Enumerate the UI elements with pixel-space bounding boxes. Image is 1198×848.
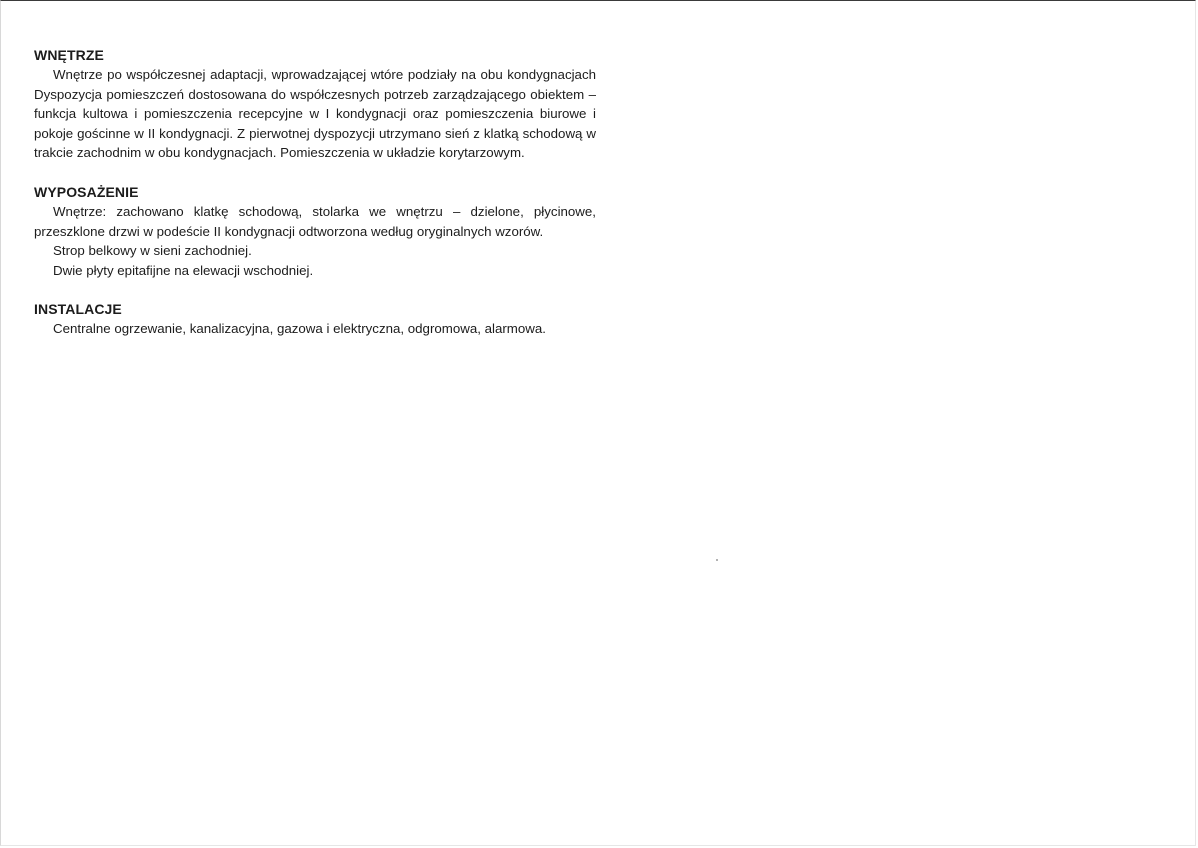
section-instalacje (34, 299, 596, 339)
section-wnetrze (34, 45, 596, 163)
section-paragraph: Wnętrze: zachowano klatkę schodową, stolarka we wnętrzu – dzielone, płycinowe, przeszklone drzwi w podeście II kondygnacji odtworzona według oryginalnych wzorów. (34, 203, 596, 239)
section-heading: WYPOSAŻENIE (34, 183, 139, 200)
scan-speck (716, 559, 718, 561)
section-heading: WNĘTRZE (34, 47, 104, 63)
section-paragraph: Wnętrze po współczesnej adaptacji, wprowadzającej wtóre podziały na obu kondygnacjach Dyspozycja pomieszczeń dostosowana do współczesnych potrzeb zarządzającego obiektem – funkcja kultowa i pomieszczenia recepcyjne w I kondygnacji oraz pomieszczenia biurowe i pokoje gościnne w II kondygnacji. Z pierwotnej dyspozycji utrzymano sień z klatką schodową w trakcie zachodnim w obu kondygnacjach. Pomieszczenia w układzie korytarzowym. (34, 67, 596, 161)
section-paragraph: Strop belkowy w sieni zachodniej. (53, 243, 252, 259)
text-column (34, 45, 596, 358)
section-paragraph: Dwie płyty epitafijne na elewacji wschodniej. (53, 262, 314, 278)
section-paragraph: Centralne ogrzewanie, kanalizacyjna, gazowa i elektryczna, odgromowa, alarmowa. (53, 321, 546, 337)
section-wyposazenie (34, 182, 596, 280)
section-heading: INSTALACJE (34, 301, 122, 318)
